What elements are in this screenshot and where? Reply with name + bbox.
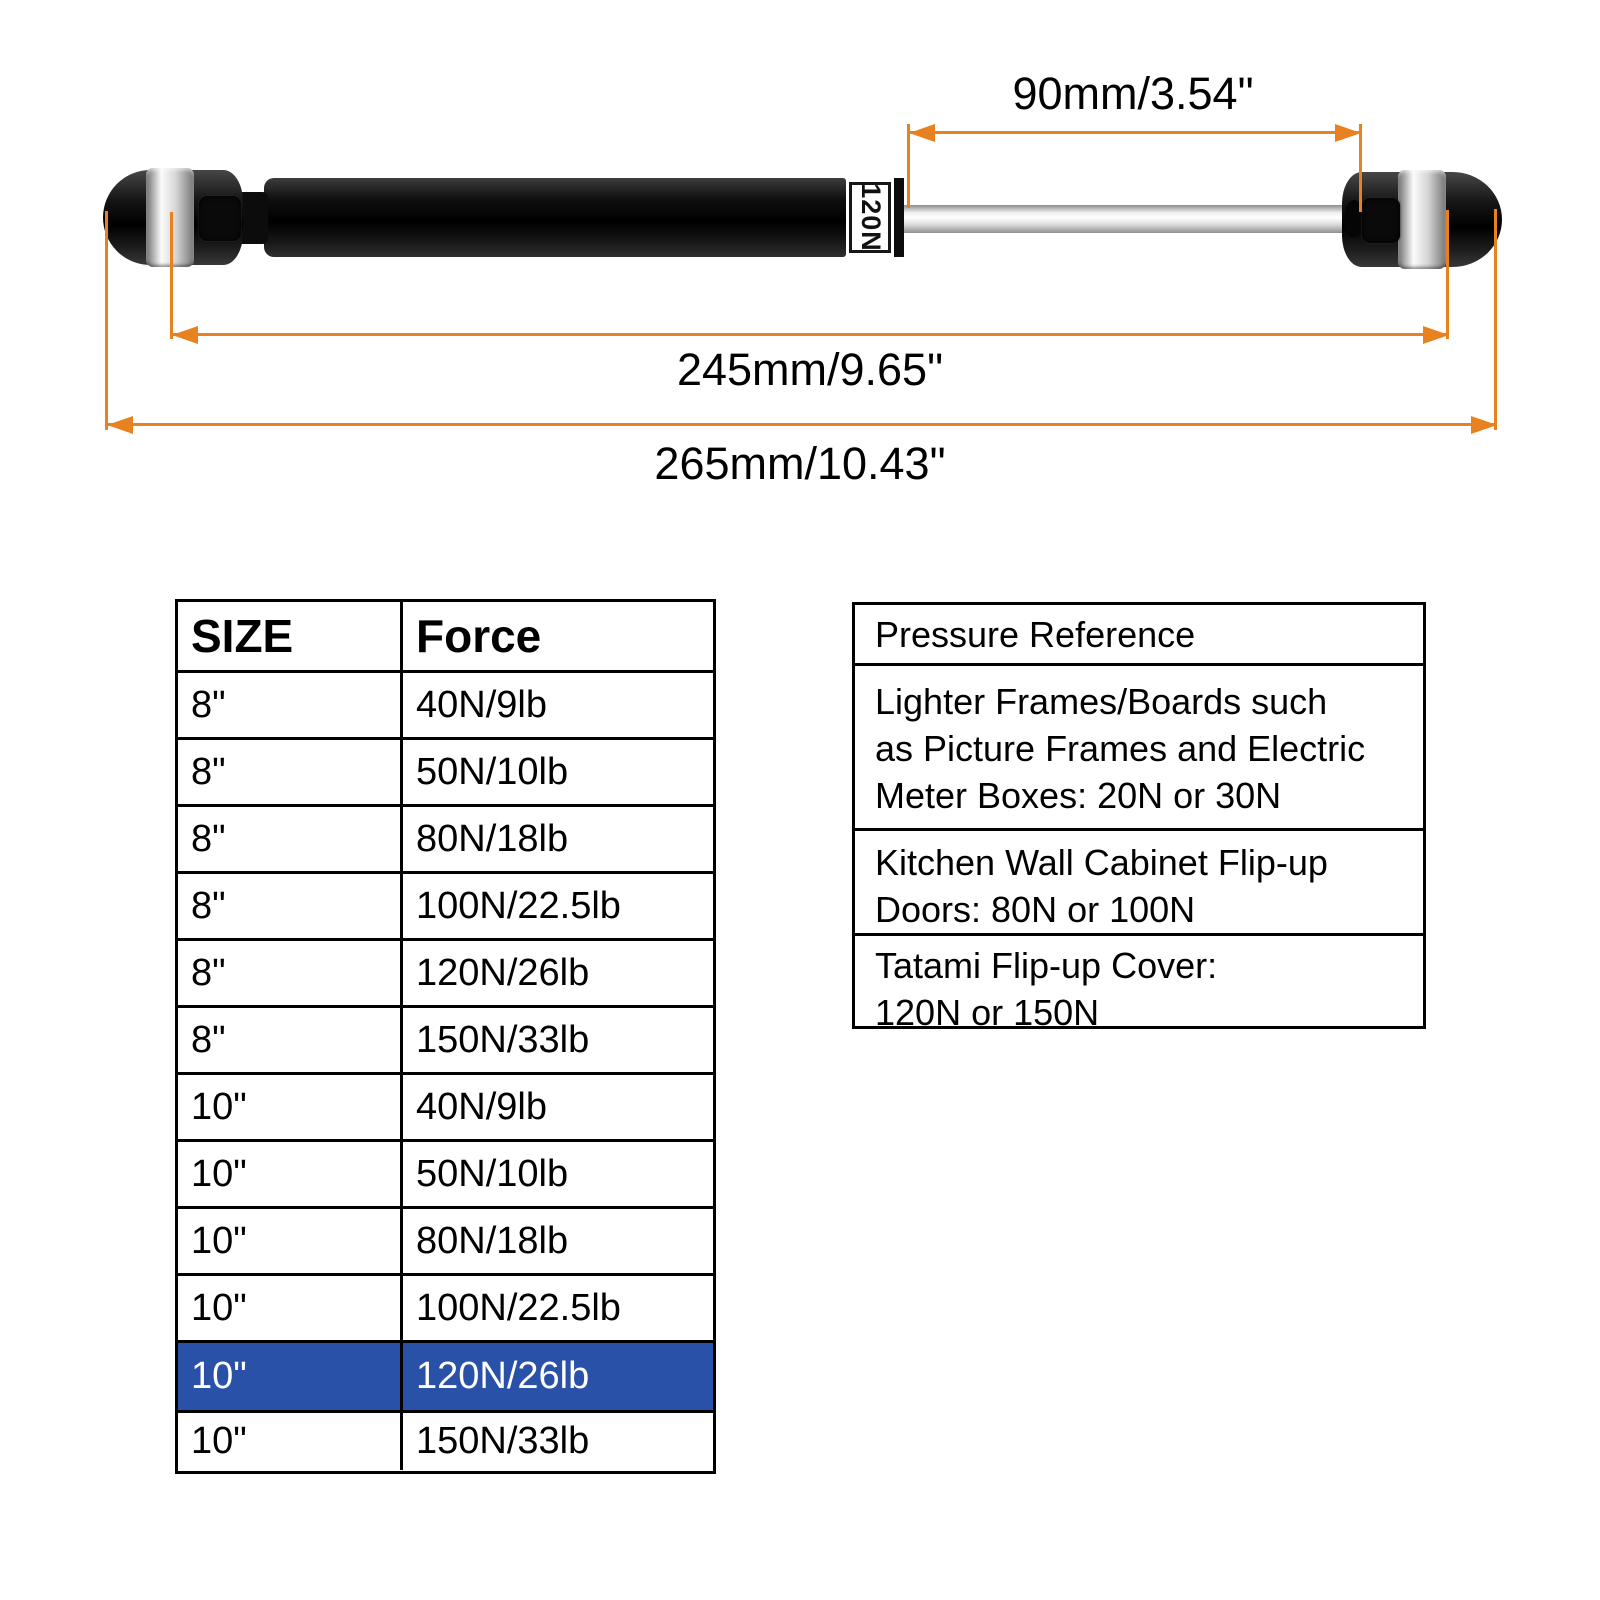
size-cell: 8"	[178, 941, 403, 1005]
table-row	[178, 807, 713, 874]
force-cell: 40N/9lb	[416, 683, 547, 726]
dim-label-rod-stroke: 90mm/3.54"	[1012, 68, 1254, 119]
force-cell: 50N/10lb	[416, 750, 569, 793]
dim-label-center-to-center: 245mm/9.65"	[676, 344, 944, 395]
table-row	[178, 673, 713, 740]
pressure-section-line: Kitchen Wall Cabinet Flip-up	[875, 842, 1328, 883]
dim-arrow-left-icon	[909, 124, 935, 142]
pressure-reference-panel	[852, 602, 1426, 1033]
force-cell: 80N/18lb	[416, 1219, 569, 1262]
dim-label-overall-length: 265mm/10.43"	[654, 438, 946, 489]
table-header-row	[178, 602, 713, 673]
size-cell: 10"	[178, 1142, 403, 1206]
pressure-section-line: Doors: 80N or 100N	[875, 889, 1196, 930]
dim-arrow-left-icon	[107, 416, 133, 434]
size-cell: 8"	[178, 874, 403, 938]
pressure-section-line: Lighter Frames/Boards such	[875, 681, 1328, 722]
pressure-panel-title: Pressure Reference	[855, 605, 1423, 666]
table-row	[178, 1209, 713, 1276]
dim-arrow-right-icon	[1423, 326, 1449, 344]
left-endcap-slot	[199, 196, 241, 241]
force-band-label: 120N	[855, 183, 886, 252]
dim-ext-line	[105, 211, 108, 430]
size-force-table	[175, 599, 716, 1474]
pressure-section-line: Meter Boxes: 20N or 30N	[875, 775, 1282, 816]
dim-line-rod-stroke	[909, 131, 1361, 134]
table-row	[178, 1413, 713, 1470]
dim-arrow-right-icon	[1335, 124, 1361, 142]
force-cell: 40N/9lb	[416, 1085, 547, 1128]
size-cell: 10"	[178, 1276, 403, 1340]
right-endcap-slot	[1362, 198, 1400, 243]
table-row-selected	[178, 1343, 713, 1413]
pressure-section-line: 120N or 150N	[875, 992, 1100, 1033]
force-cell: 150N/33lb	[416, 1420, 590, 1462]
force-cell: 50N/10lb	[416, 1152, 569, 1195]
table-row	[178, 740, 713, 807]
force-band	[846, 178, 894, 257]
force-band-frame	[849, 182, 891, 253]
dim-line-center-to-center	[172, 333, 1449, 336]
force-cell: 150N/33lb	[416, 1018, 590, 1061]
dim-line-overall-length	[107, 423, 1497, 426]
size-cell: 10"	[178, 1413, 403, 1470]
dim-ext-line	[170, 212, 173, 339]
table-row	[178, 874, 713, 941]
pressure-section-line: Tatami Flip-up Cover:	[875, 945, 1218, 986]
force-cell: 120N/26lb	[416, 1355, 590, 1397]
pressure-section	[855, 666, 1423, 831]
size-cell: 8"	[178, 1008, 403, 1072]
size-column-header: SIZE	[178, 602, 403, 670]
strut-cylinder	[264, 178, 846, 257]
dim-arrow-right-icon	[1471, 416, 1497, 434]
size-cell: 10"	[178, 1343, 403, 1410]
size-cell: 8"	[178, 807, 403, 871]
force-cell: 80N/18lb	[416, 817, 569, 860]
table-row	[178, 1142, 713, 1209]
pressure-section	[855, 936, 1423, 1033]
size-cell: 10"	[178, 1209, 403, 1273]
force-cell: 120N/26lb	[416, 951, 590, 994]
cylinder-collar	[894, 178, 904, 257]
table-row	[178, 941, 713, 1008]
pressure-section-line: as Picture Frames and Electric	[875, 728, 1366, 769]
table-row	[178, 1075, 713, 1142]
pressure-section	[855, 831, 1423, 936]
table-row	[178, 1276, 713, 1343]
table-row	[178, 1008, 713, 1075]
force-cell: 100N/22.5lb	[416, 1286, 621, 1329]
size-cell: 10"	[178, 1075, 403, 1139]
size-cell: 8"	[178, 740, 403, 804]
force-column-header: Force	[416, 610, 542, 662]
dim-ext-line	[1494, 209, 1497, 430]
piston-rod	[902, 205, 1354, 233]
force-cell: 100N/22.5lb	[416, 884, 621, 927]
dim-arrow-left-icon	[172, 326, 198, 344]
size-cell: 8"	[178, 673, 403, 737]
right-endcap-ring-icon	[1398, 170, 1446, 269]
dim-ext-line	[1446, 210, 1449, 339]
